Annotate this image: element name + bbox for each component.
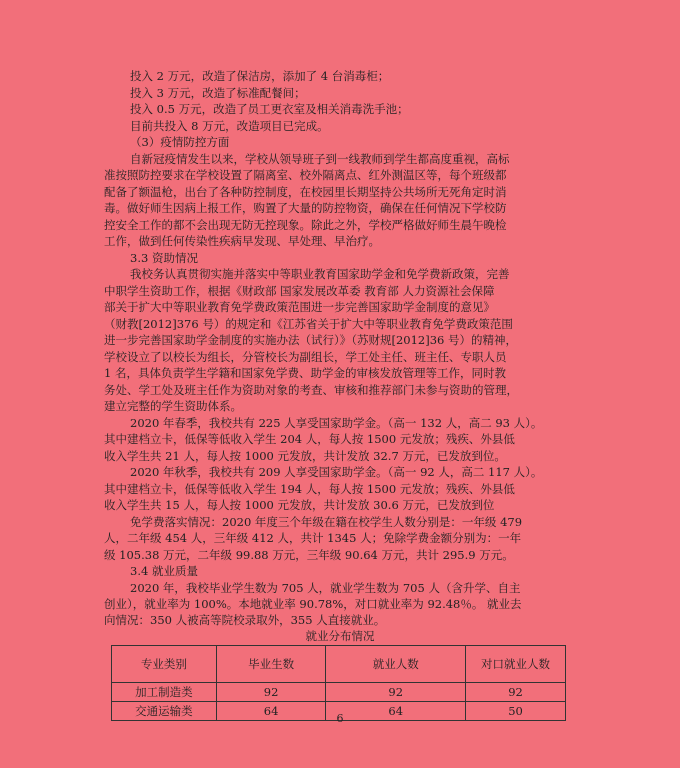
text-line: 收入学生共 15 人，每人按 1000 元发放，共计发放 30.6 万元，已发放到位 [104, 498, 495, 512]
text-line: 自新冠疫情发生以来，学校从领导班子到一线教师到学生都高度重视，高标 [130, 152, 510, 166]
text-line: 收入学生共 21 人，每人按 1000 元发放，共计发放 32.7 万元，已发放到位。 [104, 449, 506, 463]
text-line: 配备了额温枪，出台了各种防控制度，在校园里长期坚持公共场所无死角定时消 [104, 185, 507, 199]
text-line: 毒。做好师生因病上报工作，购置了大量的防控物资，确保在任何情况下学校防 [104, 201, 507, 215]
text-line: 控安全工作的都不会出现无防无控现象。除此之外，学校严格做好师生晨午晚检 [104, 218, 507, 232]
text-line: 学校设立了以校长为组长，分管校长为副组长，学工处主任、班主任、专职人员 [104, 350, 507, 364]
text-line: 投入 0.5 万元，改造了员工更衣室及相关消毒洗手池； [130, 102, 409, 116]
text-line: 其中建档立卡，低保等低收入学生 194 人，每人按 1500 元发放；残疾、外县低 [104, 482, 515, 496]
text-line: 建立完整的学生资助体系。 [104, 399, 242, 413]
text-line: 创业），就业率为 100%。本地就业率 90.78%，对口就业率为 92.48％。 就业去 [104, 597, 522, 611]
text-line: 向情况：350 人被高等院校录取外，355 人直接就业。 [104, 613, 386, 627]
table-cell: 92 [326, 683, 466, 702]
col-header-employed: 就业人数 [326, 646, 466, 683]
table-cell: 50 [466, 702, 566, 721]
page-number: 6 [336, 712, 344, 725]
text-line: 投入 3 万元，改造了标准配餐间； [130, 86, 306, 100]
table-cell: 92 [466, 683, 566, 702]
text-line: 2020 年，我校毕业学生数为 705 人，就业学生数为 705 人（含升学、自主 [130, 581, 521, 595]
text-line: 务处、学工处及班主任作为资助对象的考查、审核和推荐部门未参与资助的管理， [104, 383, 518, 397]
text-line: 2020 年春季，我校共有 225 人享受国家助学金。（高一 132 人，高二 93 人）。 [130, 416, 543, 430]
text-line: 其中建档立卡，低保等低收入学生 204 人，每人按 1500 元发放；残疾、外县低 [104, 432, 515, 446]
col-header-graduates: 毕业生数 [216, 646, 326, 683]
col-header-matched: 对口就业人数 [466, 646, 566, 683]
table-cell: 64 [216, 702, 326, 721]
text-line: 人，二年级 454 人，三年级 412 人，共计 1345 人；免除学费金额分别为：一年 [104, 531, 522, 545]
employment-table [111, 645, 566, 721]
table-title: 就业分布情况 [305, 629, 375, 643]
text-line: 级 105.38 万元，二年级 99.88 万元，三年级 90.64 万元，共计 295.9 万元。 [104, 548, 514, 562]
text-line: 1 名，具体负责学生学籍和国家免学费、助学金的审核发放管理等工作，同时教 [104, 366, 506, 380]
text-line: （财教[2012]376 号）的规定和《江苏省关于扩大中等职业教育免学费政策范围 [104, 317, 513, 331]
text-line: 中职学生资助工作，根据《财政部 国家发展改革委 教育部 人力资源社会保障 [104, 284, 495, 298]
text-line: 目前共投入 8 万元，改造项目已完成。 [130, 119, 329, 133]
table-cell: 64 [326, 702, 466, 721]
table-cell: 交通运输类 [112, 702, 217, 721]
table-cell: 加工制造类 [112, 683, 217, 702]
text-line: 免学费落实情况：2020 年度三个年级在籍在校学生人数分别是：一年级 479 [130, 515, 523, 529]
text-line: 准按照防控要求在学校设置了隔离室、校外隔离点、红外测温区等，每个班级都 [104, 168, 507, 182]
text-line: 部关于扩大中等职业教育免学费政策范围进一步完善国家助学金制度的意见》 [104, 300, 495, 314]
text-line: 2020 年秋季，我校共有 209 人享受国家助学金。（高一 92 人，高二 117 人）。 [130, 465, 543, 479]
text-line: 我校务认真贯彻实施并落实中等职业教育国家助学金和免学费新政策，完善 [130, 267, 510, 281]
section-heading: 3.4 就业质量 [130, 564, 198, 578]
text-line: 投入 2 万元，改造了保洁房，添加了 4 台消毒柜； [130, 69, 390, 83]
text-line: 进一步完善国家助学金制度的实施办法（试行）》（苏财规[2012]36 号）的精神， [104, 333, 518, 347]
table-cell: 92 [216, 683, 326, 702]
table-row [112, 683, 566, 702]
text-line: 工作，做到任何传染性疾病早发现、早处理、早治疗。 [104, 234, 380, 248]
section-heading: （3）疫情防控方面 [130, 135, 230, 149]
section-heading: 3.3 资助情况 [130, 251, 198, 265]
col-header-category: 专业类别 [112, 646, 217, 683]
table-header-row [112, 646, 566, 683]
